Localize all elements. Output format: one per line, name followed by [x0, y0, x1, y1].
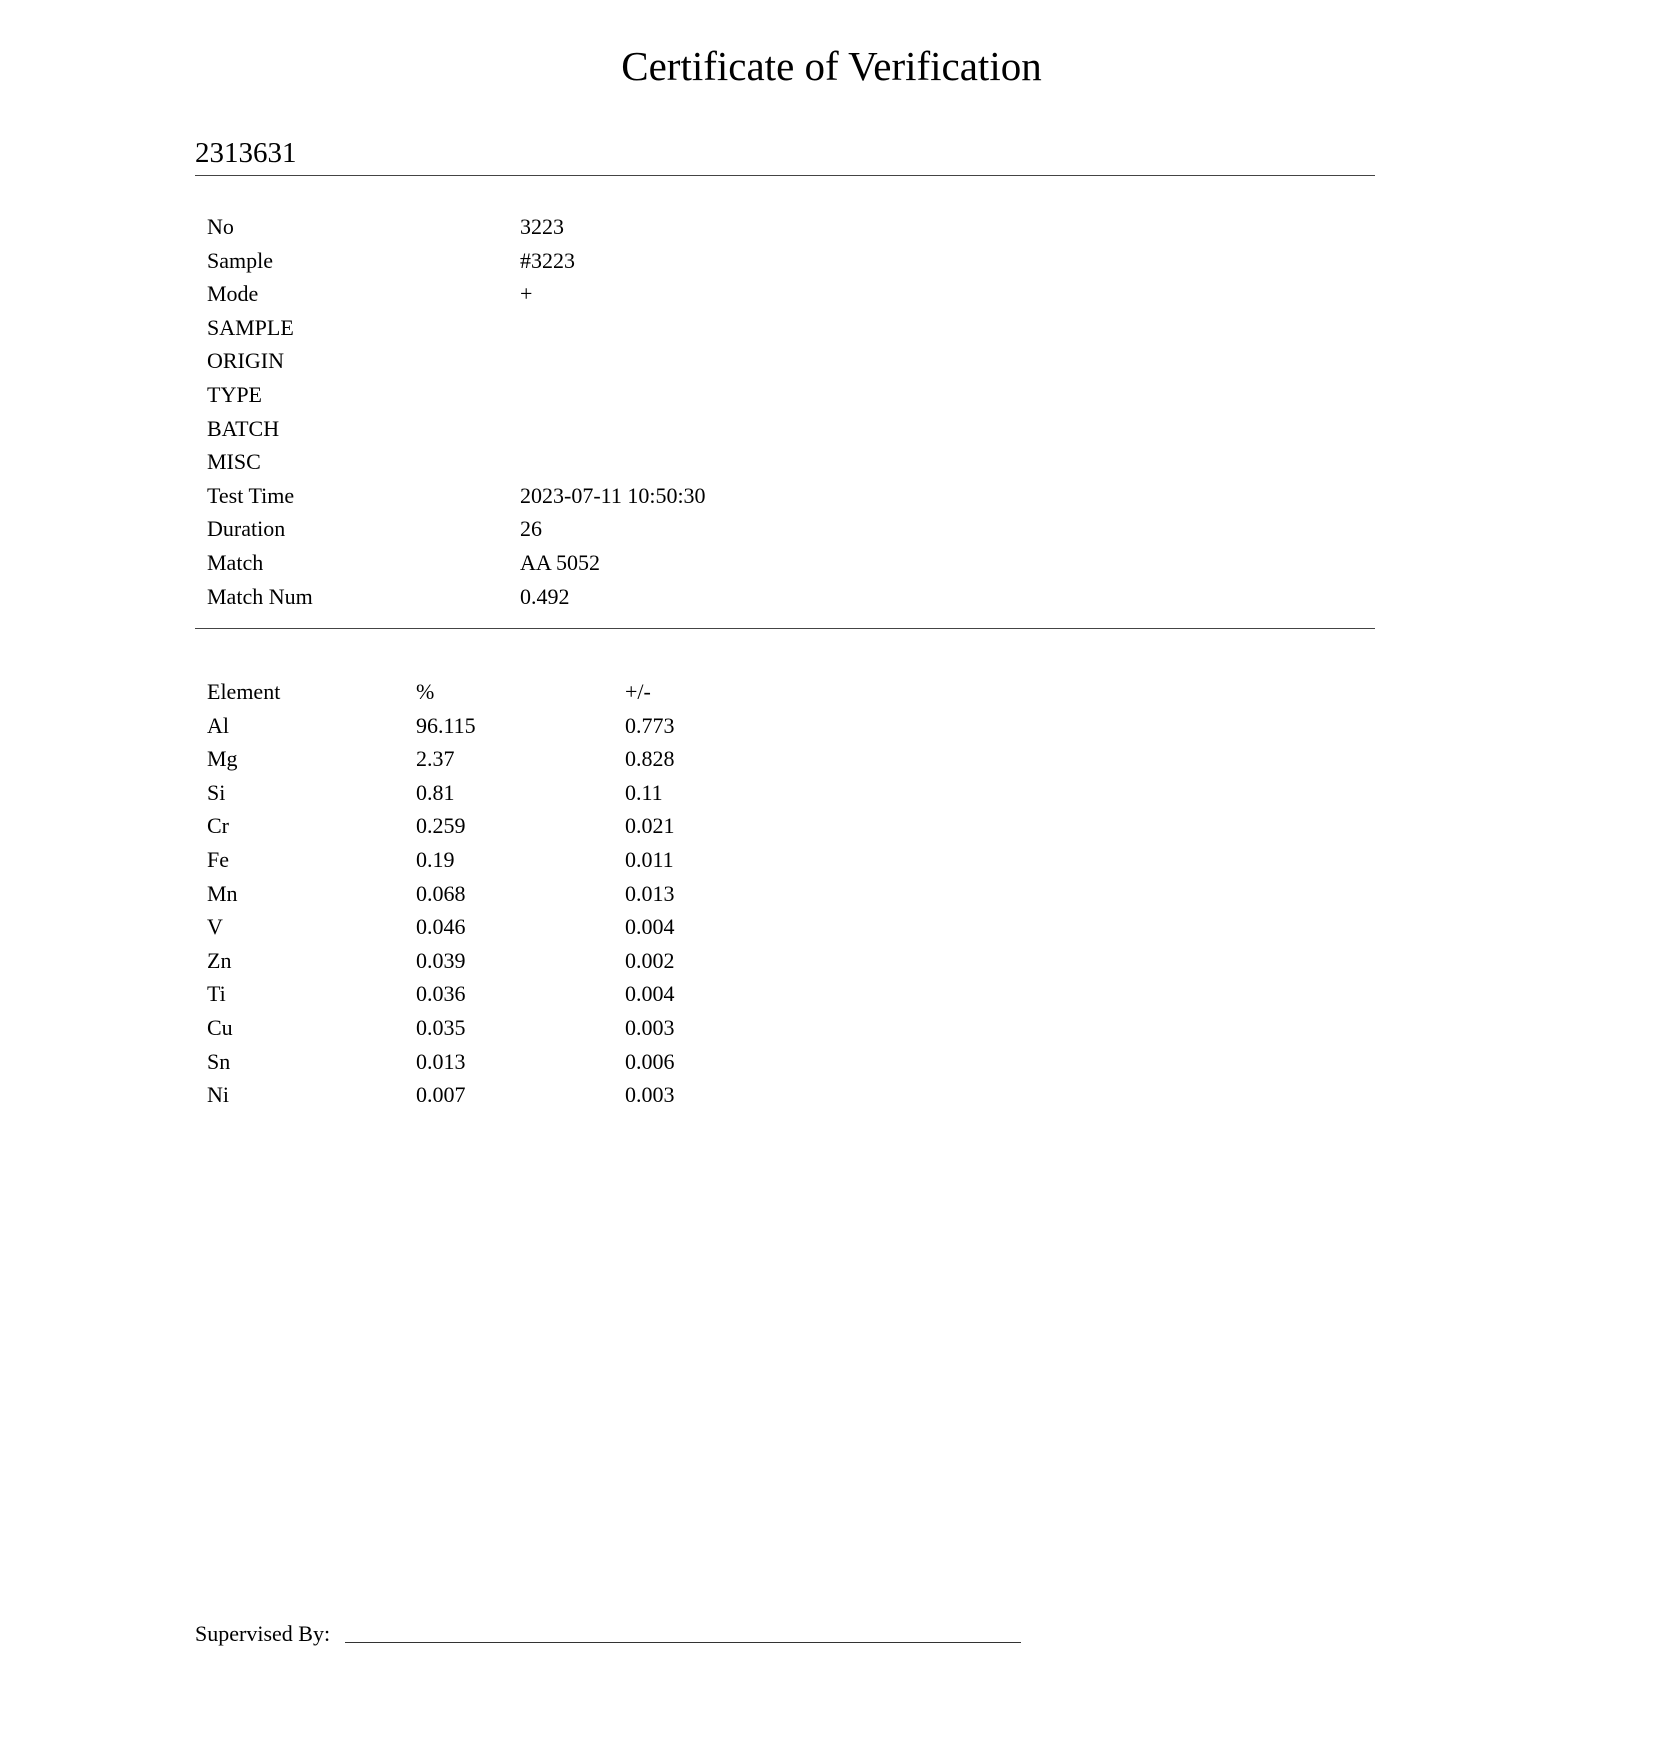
supervised-by-label: Supervised By: [195, 1621, 331, 1646]
table-row [207, 809, 745, 843]
table-row [207, 709, 745, 743]
certificate-id: 2313631 [195, 137, 297, 169]
table-header-row [207, 675, 745, 709]
element-cell: V [207, 914, 223, 940]
percent-cell: 0.035 [416, 1014, 466, 1040]
table-row [207, 1078, 745, 1112]
percent-cell: 0.81 [416, 779, 455, 805]
percent-cell: 0.046 [416, 914, 466, 940]
info-value: 2023-07-11 10:50:30 [520, 482, 706, 508]
table-row [207, 1011, 745, 1045]
info-value: AA 5052 [520, 549, 601, 575]
uncertainty-cell: 0.002 [625, 947, 675, 973]
uncertainty-cell: 0.003 [625, 1082, 675, 1108]
table-row [207, 843, 745, 877]
table-row [207, 877, 745, 911]
info-label: Sample [207, 247, 273, 273]
divider-middle [195, 628, 1375, 629]
info-label: Test Time [207, 482, 295, 508]
percent-cell: 96.115 [416, 712, 476, 738]
percent-cell: 0.007 [416, 1082, 466, 1108]
info-label: SAMPLE [207, 314, 294, 340]
element-cell: Ni [207, 1082, 229, 1108]
percent-cell: 0.013 [416, 1048, 466, 1074]
percent-cell: 0.036 [416, 981, 466, 1007]
percent-cell: 0.259 [416, 813, 466, 839]
uncertainty-cell: 0.021 [625, 813, 675, 839]
info-value: 3223 [520, 214, 564, 239]
element-cell: Cr [207, 813, 229, 839]
element-cell: Si [207, 779, 226, 805]
info-value: 0.492 [520, 583, 570, 609]
uncertainty-cell: 0.004 [625, 981, 675, 1007]
table-row [207, 776, 745, 810]
uncertainty-cell: 0.11 [625, 779, 663, 805]
uncertainty-cell: 0.773 [625, 712, 675, 738]
uncertainty-cell: 0.011 [625, 846, 674, 872]
percent-cell: 2.37 [416, 746, 455, 772]
composition-table [207, 675, 745, 1112]
element-cell: Al [207, 712, 229, 738]
element-cell: Ti [207, 981, 226, 1007]
info-label: MISC [207, 449, 261, 475]
column-header-percent: % [416, 679, 435, 704]
percent-cell: 0.039 [416, 947, 466, 973]
element-cell: Sn [207, 1048, 231, 1074]
info-label: Match Num [207, 583, 313, 609]
table-row [207, 1045, 745, 1079]
info-value: + [520, 281, 533, 307]
uncertainty-cell: 0.013 [625, 880, 675, 906]
uncertainty-cell: 0.004 [625, 914, 675, 940]
uncertainty-cell: 0.003 [625, 1014, 675, 1040]
element-cell: Mg [207, 746, 238, 772]
table-row [207, 977, 745, 1011]
info-label: Match [207, 549, 264, 575]
info-label: Duration [207, 516, 286, 542]
table-row [207, 910, 745, 944]
table-row [207, 742, 745, 776]
info-value: #3223 [520, 247, 575, 273]
uncertainty-cell: 0.006 [625, 1048, 675, 1074]
column-header-uncertainty: +/- [625, 679, 651, 704]
percent-cell: 0.19 [416, 846, 455, 872]
page-title: Certificate of Verification [621, 43, 1042, 89]
divider-top [195, 175, 1375, 176]
info-label: TYPE [207, 381, 262, 407]
uncertainty-cell: 0.828 [625, 746, 675, 772]
table-row [207, 944, 745, 978]
element-cell: Fe [207, 846, 229, 872]
signature-line [345, 1642, 1021, 1643]
info-value: 26 [520, 516, 542, 542]
element-cell: Cu [207, 1014, 233, 1040]
percent-cell: 0.068 [416, 880, 466, 906]
info-label: BATCH [207, 415, 280, 441]
element-cell: Zn [207, 947, 232, 973]
info-label: No [207, 214, 234, 239]
info-label: Mode [207, 281, 259, 307]
column-header-element: Element [207, 679, 281, 704]
info-label: ORIGIN [207, 348, 284, 374]
element-cell: Mn [207, 880, 238, 906]
